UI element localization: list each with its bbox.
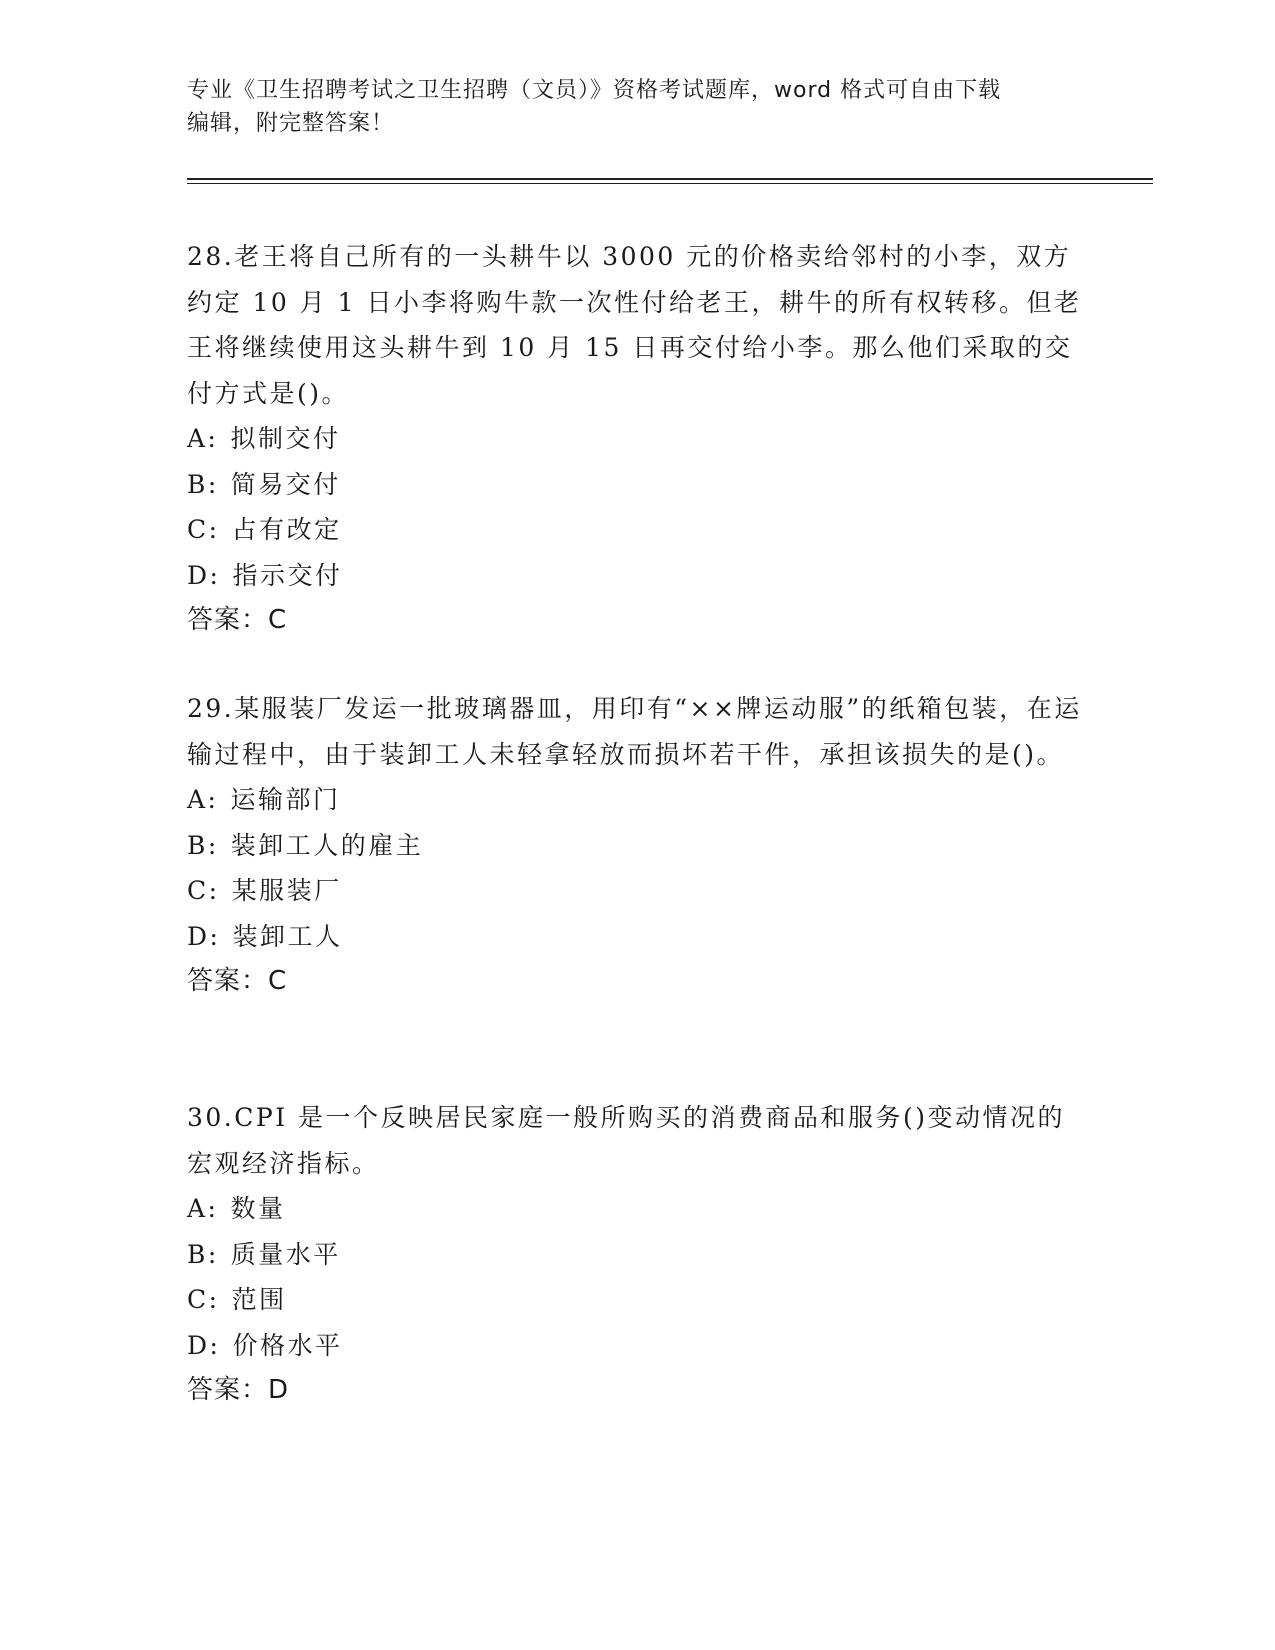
option-text: 装卸工人	[232, 921, 343, 951]
option-a	[187, 777, 1087, 823]
answer-line: 答案：C	[187, 966, 288, 996]
option-b	[187, 462, 1087, 508]
header-line-2: 编辑，附完整答案！	[187, 111, 395, 136]
option-c	[187, 507, 1087, 553]
option-letter: C:	[187, 515, 220, 544]
option-letter: A:	[187, 1194, 219, 1223]
option-text: 装卸工人的雇主	[230, 830, 424, 860]
option-letter: C:	[187, 1285, 220, 1314]
option-letter: A:	[187, 785, 219, 814]
option-a	[187, 416, 1087, 462]
option-letter: D:	[187, 921, 221, 951]
option-text: 价格水平	[232, 1330, 343, 1360]
option-c	[187, 868, 1087, 914]
option-b	[187, 1232, 1087, 1278]
answer-line: 答案：D	[187, 1375, 290, 1405]
question-30	[187, 1095, 1087, 1414]
option-c	[187, 1277, 1087, 1323]
question-stem: 28.老王将自己所有的一头耕牛以 3000 元的价格卖给邻村的小李，双方约定 10 月 1 日小李将购牛款一次性付给老王，耕牛的所有权转移。但老王将继续使用这头耕牛到 10 月 15 日再交付给小李。那么他们采取的交付方式是()。	[187, 242, 1082, 408]
question-29	[187, 686, 1087, 1005]
option-text: 运输部门	[230, 785, 341, 814]
option-d	[187, 553, 1087, 599]
option-text: 某服装厂	[231, 876, 342, 905]
option-a	[187, 1186, 1087, 1232]
option-text: 范围	[231, 1285, 287, 1314]
option-text: 简易交付	[230, 469, 341, 499]
option-text: 数量	[230, 1194, 286, 1223]
option-letter: C:	[187, 876, 220, 905]
question-stem: 30.CPI 是一个反映居民家庭一般所购买的消费商品和服务()变动情况的宏观经济指标。	[187, 1103, 1066, 1178]
option-letter: A:	[187, 424, 219, 453]
option-text: 质量水平	[230, 1239, 341, 1269]
option-text: 占有改定	[231, 515, 342, 544]
option-letter: D:	[187, 1330, 221, 1360]
option-d	[187, 1323, 1087, 1369]
option-letter: B:	[187, 830, 219, 860]
document-header	[187, 74, 1087, 140]
option-text: 指示交付	[232, 560, 343, 590]
answer-line: 答案：C	[187, 605, 288, 635]
question-stem: 29.某服装厂发运一批玻璃器皿，用印有“××牌运动服”的纸箱包装，在运输过程中，由于装卸工人未轻拿轻放而损坏若干件，承担该损失的是()。	[187, 694, 1082, 769]
option-b	[187, 823, 1087, 869]
option-d	[187, 914, 1087, 960]
option-letter: D:	[187, 560, 221, 590]
question-28	[187, 234, 1087, 644]
option-text: 拟制交付	[230, 424, 341, 453]
header-divider-thin	[187, 183, 1153, 184]
option-letter: B:	[187, 1239, 219, 1269]
header-line-1: 专业《卫生招聘考试之卫生招聘（文员）》资格考试题库，word 格式可自由下载	[187, 78, 1002, 103]
option-letter: B:	[187, 469, 219, 499]
header-divider-thick	[187, 178, 1153, 180]
